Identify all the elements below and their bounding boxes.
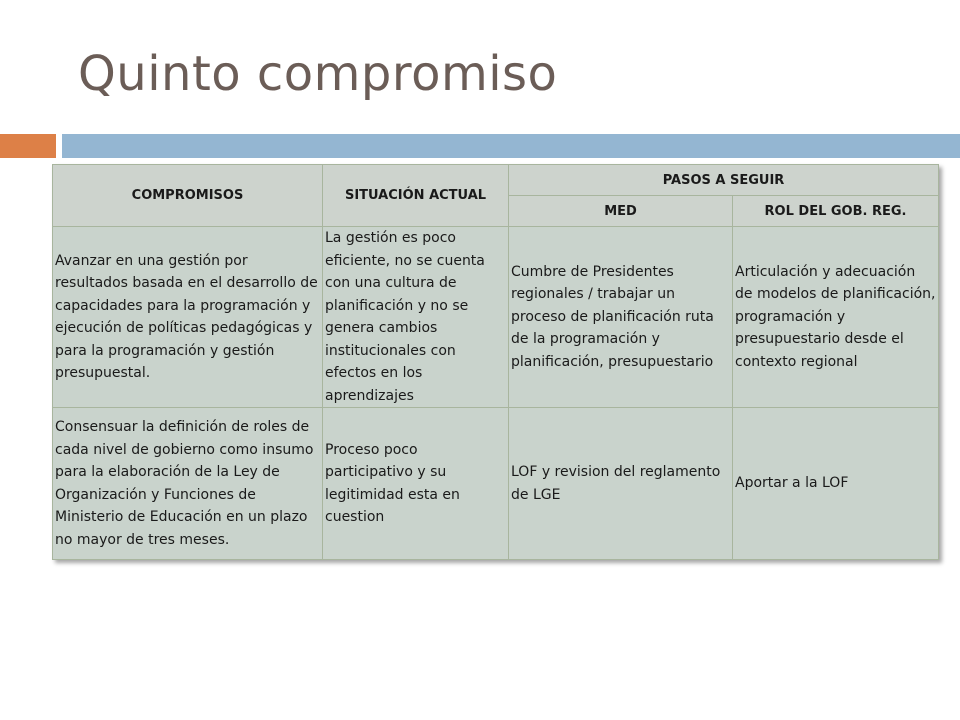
table-row <box>53 408 939 560</box>
cell-situacion: Proceso poco participativo y su legitimidad esta en cuestion <box>323 408 509 560</box>
table-row <box>53 227 939 408</box>
header-compromisos: COMPROMISOS <box>53 165 323 227</box>
cell-rol: Articulación y adecuación de modelos de planificación, programación y presupuestario desde el contexto regional <box>733 227 939 408</box>
header-med: MED <box>509 196 733 227</box>
page-title: Quinto compromiso <box>78 46 558 102</box>
cell-rol: Aportar a la LOF <box>733 408 939 560</box>
header-pasos-a-seguir: PASOS A SEGUIR <box>509 165 939 196</box>
accent-bar-orange <box>0 134 56 158</box>
commitments-table <box>52 164 939 560</box>
header-situacion-actual: SITUACIÓN ACTUAL <box>323 165 509 227</box>
header-rol-gob-reg: ROL DEL GOB. REG. <box>733 196 939 227</box>
cell-situacion: La gestión es poco eficiente, no se cuenta con una cultura de planificación y no se genera cambios institucionales con efectos en los aprendizajes <box>323 227 509 408</box>
cell-med: LOF y revision del reglamento de LGE <box>509 408 733 560</box>
accent-bar-blue <box>62 134 960 158</box>
cell-compromiso: Avanzar en una gestión por resultados basada en el desarrollo de capacidades para la programación y ejecución de políticas pedagógicas y para la programación y gestión presupuestal. <box>53 227 323 408</box>
cell-compromiso: Consensuar la definición de roles de cada nivel de gobierno como insumo para la elaboración de la Ley de Organización y Funciones de Ministerio de Educación en un plazo no mayor de tres meses. <box>53 408 323 560</box>
cell-med: Cumbre de Presidentes regionales / trabajar un proceso de planificación ruta de la programación y planificación, presupuestario <box>509 227 733 408</box>
